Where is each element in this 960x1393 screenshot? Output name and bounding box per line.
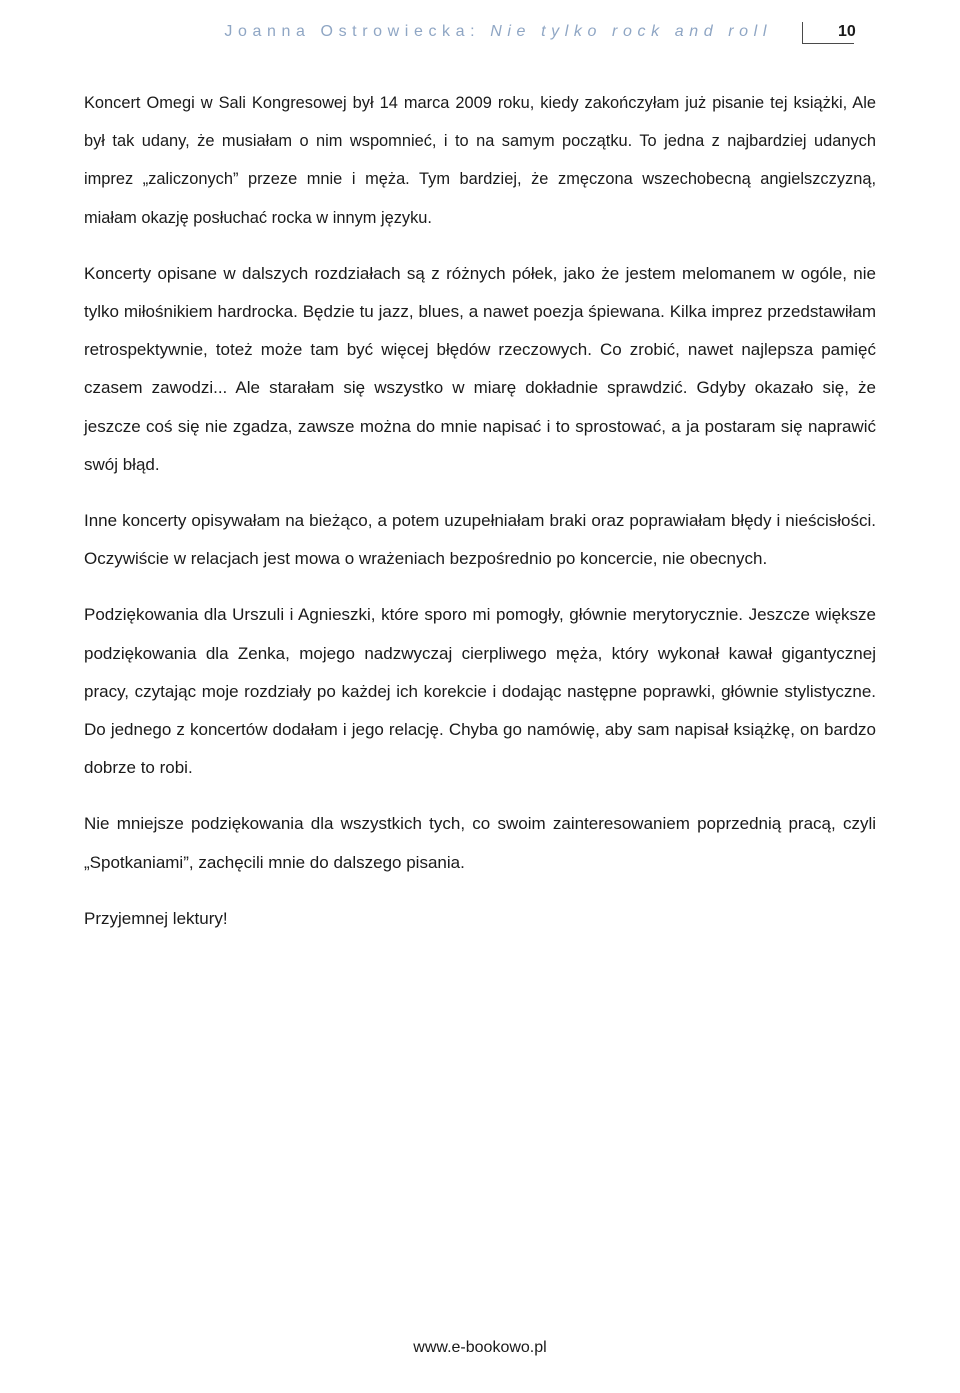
footer-website-link[interactable]: www.e-bookowo.pl [413, 1339, 547, 1356]
running-title-author: Joanna Ostrowiecka: [224, 23, 481, 40]
page-footer [0, 1338, 960, 1358]
running-title [224, 22, 772, 42]
body-text [84, 84, 876, 938]
paragraph-closing: Przyjemnej lektury! [84, 908, 228, 928]
paragraph-other-concerts: Inne koncerty opisywałam na bieżąco, a potem uzupełniałam braki oraz poprawiałam błędy i nieścisłości. Oczywiście w relacjach jest mowa o wrażeniach bezpośrednio po koncercie, nie obecnych. [84, 511, 876, 569]
paragraph-thanks: Podziękowania dla Urszuli i Agnieszki, które sporo mi pomogły, głównie merytorycznie. Jeszcze większe podziękowania dla Zenka, mojego nadzwyczaj cierpliwego męża, który wykonał kawał gigantycznej pracy, czytając moje rozdziały po każdej ich korekcie i dodając następne poprawki, głównie stylistyczne. Do jednego z koncertów dodałam i jego relację. Chyba go namówię, aby sam napisał książkę, on bardzo dobrze to robi. [84, 605, 876, 778]
page-number: 10 [838, 23, 856, 40]
page-header [0, 22, 960, 50]
paragraph-gap [84, 787, 876, 805]
paragraph-gap [84, 484, 876, 502]
paragraph-intro: Koncert Omegi w Sali Kongresowej był 14 marca 2009 roku, kiedy zakończyłam już pisanie tej książki, Ale był tak udany, że musiałam o nim wspomnieć, i to na samym początku. To jedna z najbardziej udanych imprez „zaliczonych” przeze mnie i męża. Tym bardziej, że zmęczona wszechobecną angielszczyzną, miałam okazję posłuchać rocka w innym języku. [84, 94, 876, 227]
running-title-book: Nie tylko rock and roll [490, 23, 772, 40]
paragraph-thanks-readers: Nie mniejsze podziękowania dla wszystkich tych, co swoim zainteresowaniem poprzednią pracą, czyli „Spotkaniami”, zachęcili mnie do dalszego pisania. [84, 814, 876, 872]
paragraph-concerts: Koncerty opisane w dalszych rozdziałach są z różnych półek, jako że jestem melomanem w ogóle, nie tylko miłośnikiem hardrocka. Będzie tu jazz, blues, a nawet poezja śpiewana. Kilka imprez przedstawiłam retrospektywnie, toteż może tam być więcej błędów rzeczowych. Co zrobić, nawet najlepsza pamięć czasem zawodzi... Ale starałam się wszystko w miarę dokładnie sprawdzić. Gdyby okazało się, że jeszcze coś się nie zgadza, zawsze można do mnie napisać i to sprostować, a ja postaram się naprawić swój błąd. [84, 263, 876, 474]
paragraph-gap [84, 237, 876, 255]
header-rule [802, 43, 854, 44]
header-divider [802, 22, 803, 44]
paragraph-gap [84, 882, 876, 900]
paragraph-gap [84, 578, 876, 596]
